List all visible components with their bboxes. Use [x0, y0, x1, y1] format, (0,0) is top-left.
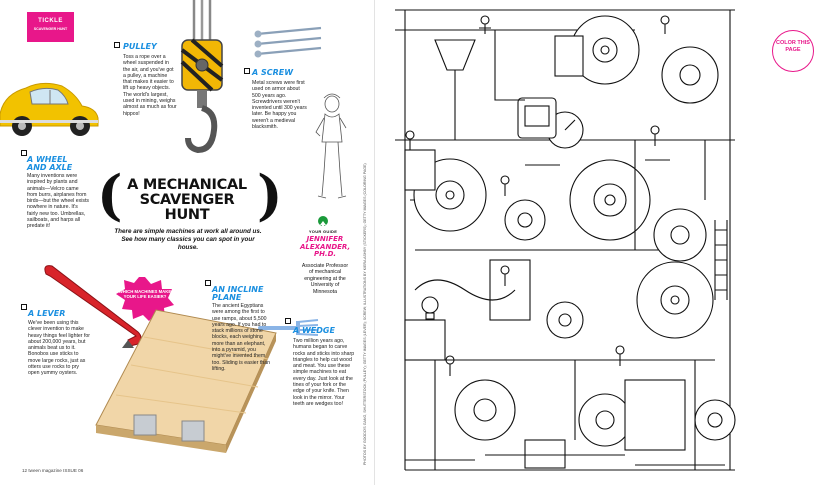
page-title: A MECHANICAL SCAVENGER HUNT	[127, 177, 247, 223]
tag-label: TICKLE	[38, 18, 63, 24]
title-right-paren: )	[257, 163, 283, 227]
pulley-heading: PULLEY	[123, 42, 157, 51]
wedge-heading: A WEDGE	[293, 326, 335, 335]
wedge-checkbox[interactable]	[285, 318, 291, 324]
lever-checkbox[interactable]	[21, 304, 27, 310]
machine-coloring-illustration	[375, 0, 750, 485]
screw-checkbox[interactable]	[244, 68, 250, 74]
lever-text: We've been using this clever invention to make heavy things feel lighter for about 200,000 years, but animals beat us to it. Bonobos use sticks to move large rocks, just as otters use rocks to pry open yummy oysters.	[28, 320, 90, 377]
screws-image	[255, 26, 327, 58]
tag-sublabel: SCAVENGER HUNT	[33, 27, 68, 31]
wheel-heading: A WHEEL AND AXLE	[27, 155, 73, 172]
pulley-text: Toss a rope over a wheel suspended in the air, and you've got a pulley, a machine that makes it easier to lift up heavy objects. The world's largest, used in mining, weighs almost as much as four hippos!	[123, 54, 177, 117]
color-this-page-badge	[772, 30, 814, 72]
pulley-checkbox[interactable]	[114, 42, 120, 48]
sketch-figure-image	[312, 92, 352, 204]
section-tag	[27, 12, 74, 42]
screw-text: Metal screws were first used on armor about 500 years ago. Screwdrivers weren't invented until 300 years later. Be happy you weren't a medieval blacksmith.	[252, 80, 307, 131]
callout-text: WHICH MACHINES MAKE YOUR LIFE EASIER?	[118, 289, 172, 300]
screw-heading: A SCREW	[252, 68, 294, 77]
plane-heading: AN INCLINE PLANE	[212, 285, 264, 302]
arrow-up-icon	[318, 216, 328, 226]
wedge-text: Two million years ago, humans began to carve rocks and sticks into sharp triangles to help cut wood and meat. You use these simple machines to eat every day. Just look at the tines of your fork or the edge of your knife. Then look in the mirror. Your teeth are wedges too!	[293, 338, 355, 407]
color-badge-text: COLOR THIS PAGE	[776, 40, 810, 53]
plane-checkbox[interactable]	[205, 280, 211, 286]
expert-name: JENNIFER ALEXANDER, PH.D.	[300, 235, 351, 258]
pulley-image	[172, 0, 232, 168]
page-footer: 12 tween magazine ISSUE 06	[22, 468, 84, 473]
title-left-paren: (	[97, 163, 123, 227]
plane-text: The ancient Egyptians were among the first to use ramps, about 5,500 years ago. If you had to stack millions of stone blocks, each weighing more than an elephant, into a pyramid, you might've invented them too. Sliding is easier than lifting.	[212, 303, 270, 372]
coloring-page	[375, 0, 810, 485]
expert-label: YOUR GUIDE	[308, 229, 338, 234]
left-page	[0, 0, 375, 485]
expert-title: Associate Professor of mechanical engineering at the University of Minnesota	[301, 263, 349, 295]
deck-text: There are simple machines at work all around us. See how many classics you can spot in your house.	[114, 228, 262, 251]
wheel-text: Many inventions were inspired by plants and animals—Velcro came from burrs, airplanes from birds—but the wheel exists nowhere in nature. It's fairly new too. Umbrellas, sailboats, and harps all predate it!	[27, 173, 89, 230]
lever-heading: A LEVER	[28, 309, 66, 318]
photo-credits: PHOTOS BY GOODO'S GANG, SHUTTERSTOCK (PULLEY); GETTY IMAGES (LEVER); SCREW; ILLUSTRATIONS BY KIERA ASHBY (STICKERS); GETTY IMAGES (COLORING PAGE)	[363, 163, 367, 465]
yellow-car-image	[0, 76, 100, 142]
